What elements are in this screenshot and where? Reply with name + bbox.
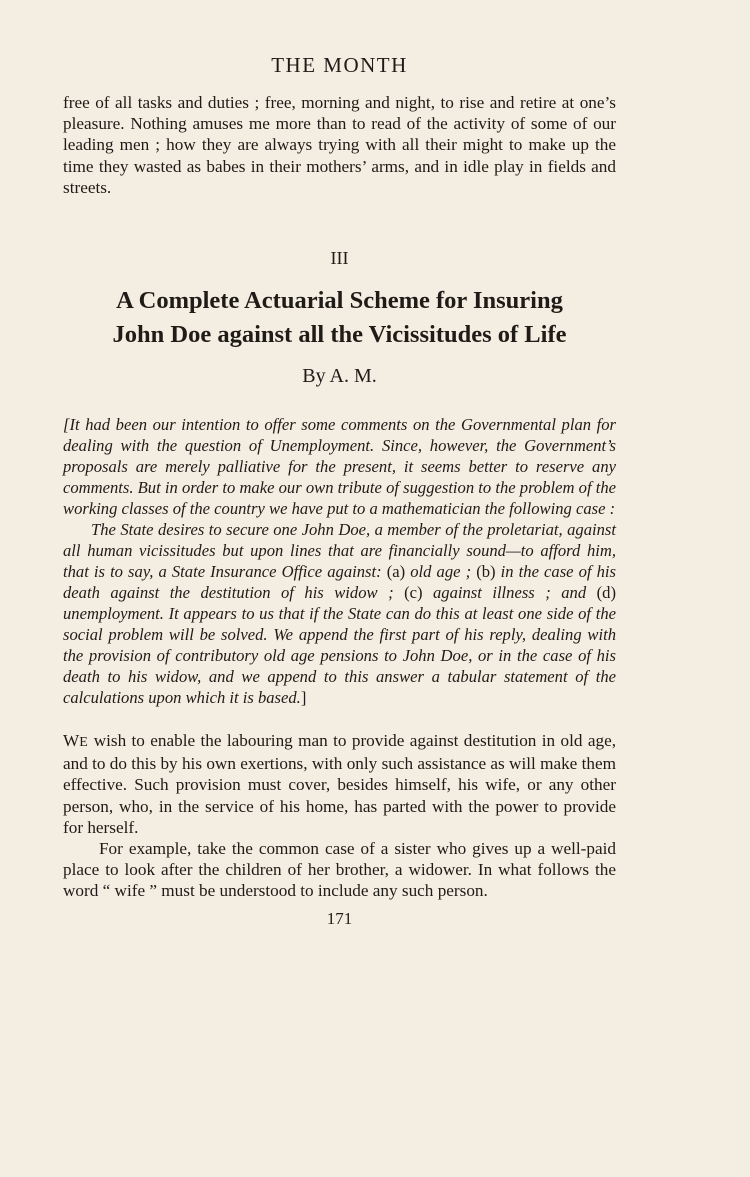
item-d-text: unemployment. It appears to us that if the State can do this at least one side of the social problem will be solved. We append the first part of his reply, dealing with the provision of contributory old age pensions to John Doe, or in the case of his death to his widow, and we append to this answer a tabular statement of the calculations upon which it is based. [63,604,616,708]
item-c-text: against illness ; and [432,583,587,603]
main-text [63,730,616,902]
article-title [63,284,616,352]
main-paragraph-1-text: wish to enable the labouring man to provide against destitution in old age, and to do this by his own exertions, with only such assistance as will make them effective. Such provision must cover, besides himself, his wife, or any other person, who, in the service of his home, has parted with the power to provide for herself. [63,731,616,837]
page-number: 171 [326,908,353,928]
main-paragraph-1 [63,730,616,838]
item-a-text: old age ; [410,562,472,582]
closing-bracket: ] [300,688,307,708]
editor-note-paragraph-2 [63,519,616,708]
title-line-1: A Complete Actuarial Scheme for Insuring [116,287,563,315]
main-paragraph-2: For example, take the common case of a sister who gives up a well-paid place to look after the children of her brother, a widower. In what follows the word “ wife ” must be understood to include any such person. [63,839,616,901]
item-a-mark: (a) [386,562,406,582]
opening-word-initial: W [63,731,80,751]
title-line-2: John Doe against all the Vicissitudes of Life [112,321,567,349]
editor-note-intro: The State desires to secure one John Doe, a member of the proletariat, against all human vicissitudes but upon lines that are financially sound—to afford him, that is to say, a State Insurance Office against: [63,520,616,582]
item-b-mark: (b) [476,562,496,582]
editor-note-paragraph-1: [It had been our intention to offer some comments on the Governmental plan for dealing with the question of Unemployment. Since, however, the Government’s proposals are merely palliative for the present, it seems better to reserve any comments. But in order to make our own tribute of suggestion to the problem of the working classes of the country we have put to a mathematician the following case : [63,415,616,519]
running-head: THE MONTH [271,53,408,77]
byline: By A. M. [302,365,377,388]
editor-note [63,414,616,708]
opening-word-smallcap: E [79,735,89,751]
section-number: III [330,248,349,269]
carryover-paragraph: free of all tasks and duties ; free, morning and night, to rise and retire at one’s pleasure. Nothing amuses me more than to read of the activity of some of our leading men ; how they are always trying with all their might to make up the time they wasted as babes in their mothers’ arms, and in idle play in fields and streets. [63,93,616,197]
item-d-mark: (d) [596,583,616,603]
item-c-mark: (c) [404,583,423,603]
page [63,50,616,930]
item-b-text: in the case of his death against the destitution of his widow ; [63,562,616,603]
